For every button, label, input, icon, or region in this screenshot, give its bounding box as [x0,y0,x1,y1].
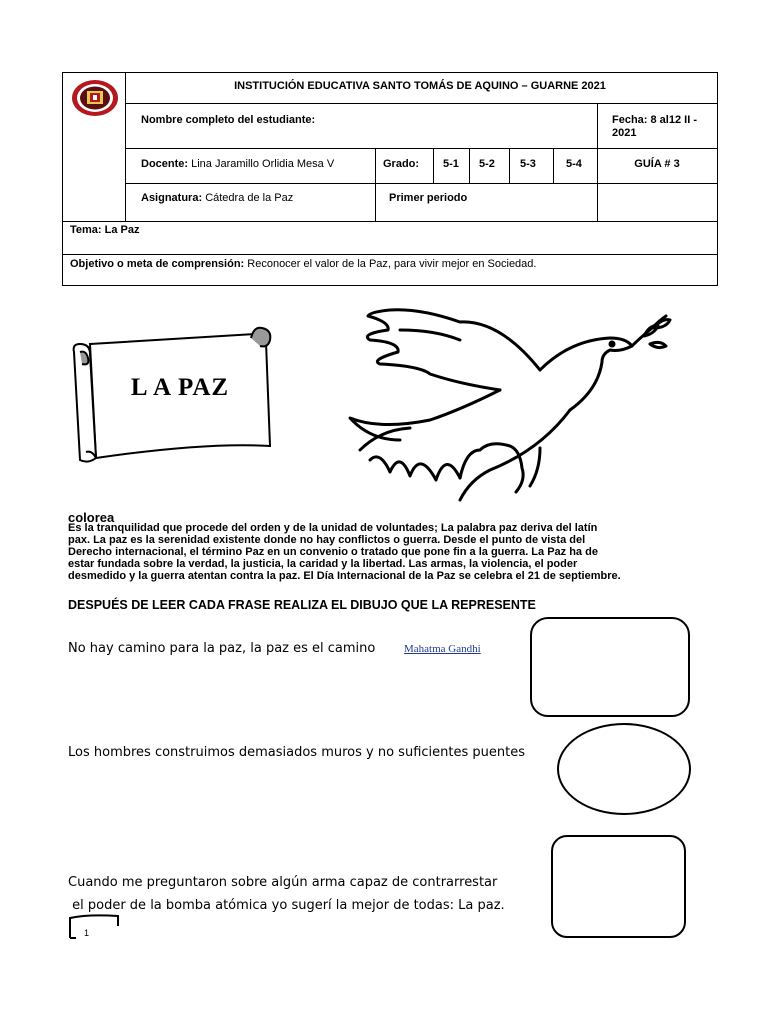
institution-title: INSTITUCIÓN EDUCATIVA SANTO TOMÁS DE AQUINO – GUARNE 2021 [234,80,606,92]
theme-label: Tema: La Paz [70,224,140,236]
phrase-3-line-1: Cuando me preguntaron sobre algún arma capaz de contrarrestar [68,875,498,890]
grade-5-3: 5-3 [520,158,536,170]
grade-label: Grado: [383,158,420,170]
objective-value: Reconocer el valor de la Paz, para vivir mejor en Sociedad. [247,258,537,270]
scroll-corner-icon [64,912,124,942]
grade-5-4: 5-4 [566,158,582,170]
intro-line: Es la tranquilidad que procede del orden y de la unidad de voluntades; La palabra paz deriva del latín [68,522,598,534]
intro-line: estar fundada sobre la verdad, la justicia, la caridad y la libertad. Las armas, la violencia, el poder [68,558,578,570]
drawing-box-rounded-rect[interactable] [530,617,690,717]
guide-number: GUÍA # 3 [634,158,680,170]
teacher-value: Lina Jaramillo Orlidia Mesa V [191,158,335,170]
dove-of-peace-icon [340,300,680,520]
phrase-3-line-2: el poder de la bomba atómica yo sugerí la mejor de todas: La paz. [68,898,505,913]
subject-field [141,192,293,204]
intro-line: pax. La paz es la serenidad existente donde no hay conflictos o guerra. Desde el punto de vista del [68,534,586,546]
header-table [62,72,718,286]
school-seal-icon [70,78,120,118]
intro-heading: colorea [68,510,115,525]
subject-value: Cátedra de la Paz [205,192,294,204]
page-number: 1 [84,928,90,938]
objective-field [70,258,536,270]
intro-line: desmedido y la guerra atentan contra la paz. El Día Internacional de la Paz se celebra el 21 de septiembre. [68,570,621,582]
author-link-gandhi[interactable]: Mahatma Gandhi [404,643,481,655]
instruction-heading: DESPUÉS DE LEER CADA FRASE REALIZA EL DIBUJO QUE LA REPRESENTE [68,598,536,612]
subject-label: Asignatura: [141,192,203,204]
intro-line: Derecho internacional, el término Paz en un convenio o tratado que pone fin a la guerra. La Paz ha de [68,546,598,558]
drawing-box-ellipse[interactable] [557,723,691,815]
banner-title: L A PAZ [130,374,230,401]
teacher-field [141,158,334,170]
period-label: Primer periodo [389,192,468,204]
objective-label: Objetivo o meta de comprensión: [70,258,245,270]
phrase-1: No hay camino para la paz, la paz es el camino [68,641,376,656]
drawing-box-rounded-square[interactable] [551,835,686,938]
student-name-label: Nombre completo del estudiante: [141,114,316,126]
grade-5-2: 5-2 [479,158,495,170]
phrase-2: Los hombres construimos demasiados muros y no suficientes puentes [68,745,525,760]
date-field: Fecha: 8 al12 II - 2021 [612,114,697,139]
intro-paragraph [68,522,708,582]
grade-5-1: 5-1 [443,158,459,170]
teacher-label: Docente: [141,158,189,170]
